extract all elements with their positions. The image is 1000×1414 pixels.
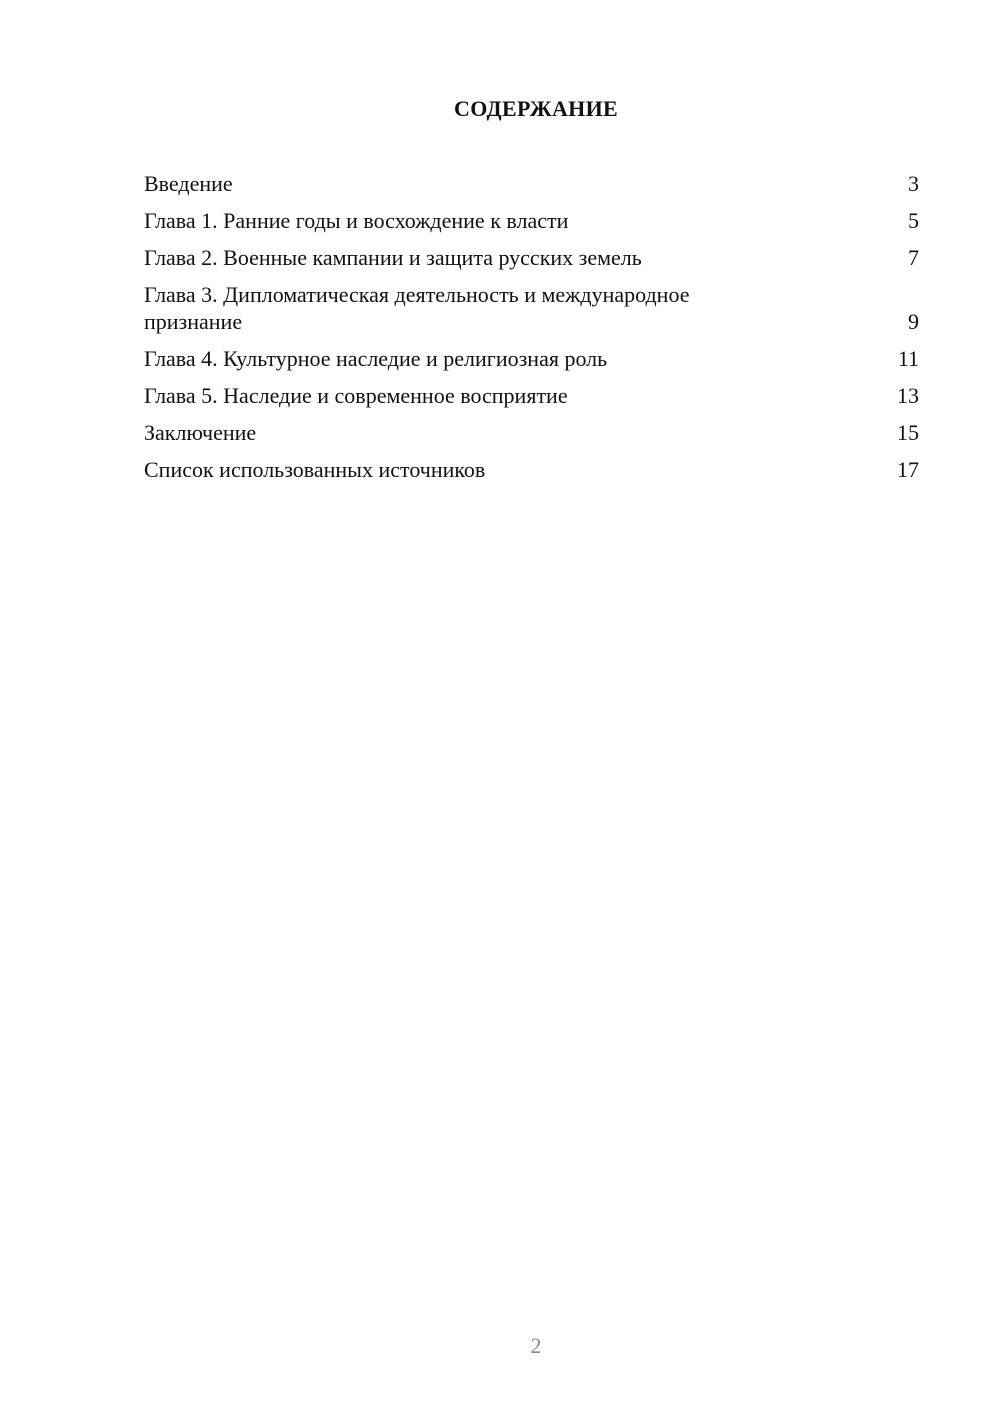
toc-entry-text: Глава 1. Ранние годы и восхождение к власти (144, 208, 569, 233)
table-of-contents (144, 170, 919, 493)
toc-entry-text: Глава 4. Культурное наследие и религиозная роль (144, 346, 608, 371)
toc-entry-text: Заключение (144, 420, 257, 445)
toc-entry-text: Глава 3. Дипломатическая деятельность и международное признание (144, 282, 690, 334)
toc-entry-page: 5 (908, 208, 919, 233)
toc-entry-page: 7 (908, 245, 919, 270)
toc-entry-text: Глава 2. Военные кампании и защита русских земель (144, 245, 642, 270)
toc-entry-text: Глава 5. Наследие и современное восприятие (144, 383, 568, 408)
toc-entry-chapter-5 (144, 382, 919, 409)
toc-entry-text: Введение (144, 171, 233, 196)
toc-entry-references (144, 456, 919, 483)
toc-entry-page: 11 (897, 346, 919, 371)
toc-entry-page: 17 (897, 457, 919, 482)
toc-entry-conclusion (144, 419, 919, 446)
toc-entry-chapter-1 (144, 207, 919, 234)
toc-entry-page: 15 (897, 420, 919, 445)
toc-entry-chapter-4 (144, 345, 919, 372)
page-title: СОДЕРЖАНИЕ (454, 96, 618, 121)
toc-entry-page: 9 (908, 309, 919, 334)
toc-entry-introduction (144, 170, 919, 197)
toc-entry-page: 13 (897, 383, 919, 408)
toc-entry-chapter-3 (144, 281, 919, 335)
toc-entry-page: 3 (908, 171, 919, 196)
toc-entry-text: Список использованных источников (144, 457, 486, 482)
page-number: 2 (530, 1333, 542, 1358)
toc-entry-chapter-2 (144, 244, 919, 271)
